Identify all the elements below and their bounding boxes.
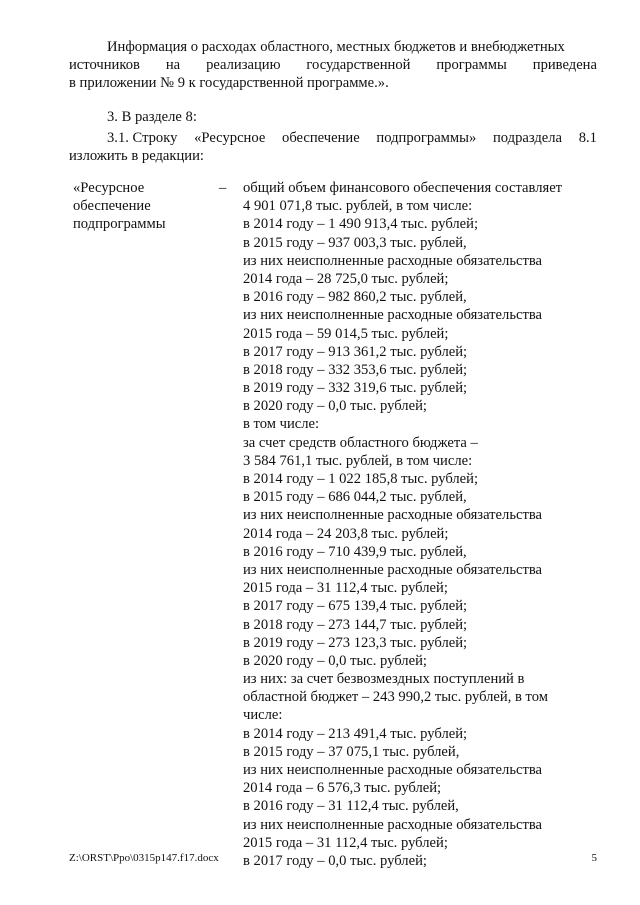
value-line: за счет средств областного бюджета – [243, 434, 478, 451]
resource-row-value [243, 179, 593, 870]
value-line: в 2014 году – 1 022 185,8 тыс. рублей; [243, 471, 479, 487]
intro-word: реализацию [206, 57, 281, 74]
item-3-heading: 3. В разделе 8: [107, 109, 197, 125]
value-line: из них неисполненные расходные обязательства [243, 307, 542, 324]
value-line: 2014 года – 28 725,0 тыс. рублей; [243, 270, 449, 287]
intro-word: приведена [532, 57, 597, 74]
value-line: 2015 года – 59 014,5 тыс. рублей; [243, 325, 449, 342]
file-path: Z:\ORST\Ppo\0315p147.f17.docx [69, 852, 219, 864]
item-3-1-line-1 [69, 129, 597, 147]
resource-row-label [73, 179, 223, 234]
value-line: из них неисполненные расходные обязательства [243, 252, 542, 269]
item-word: 3.1. Строку [107, 130, 178, 147]
item-word: подпрограммы» [376, 130, 477, 147]
item-word: 8.1 [578, 130, 597, 147]
value-line: в 2016 году – 710 439,9 тыс. рублей, [243, 543, 467, 560]
value-line: в 2019 году – 273 123,3 тыс. рублей; [243, 634, 468, 651]
value-line: общий объем финансового обеспечения составляет [243, 180, 563, 196]
section-8-amendments [69, 108, 597, 166]
value-line: 2015 года – 31 112,4 тыс. рублей; [243, 834, 448, 851]
item-3-1-line-2: изложить в редакции: [69, 148, 204, 165]
value-line: из них неисполненные расходные обязательства [243, 816, 542, 833]
label-line: подпрограммы [73, 216, 166, 233]
value-line: в 2018 году – 273 144,7 тыс. рублей; [243, 616, 468, 633]
item-word: «Ресурсное [194, 130, 266, 147]
intro-word: на [165, 57, 181, 74]
value-line: в 2016 году – 31 112,4 тыс. рублей, [243, 798, 459, 815]
label-line: обеспечение [73, 198, 151, 215]
value-line: в 2017 году – 675 139,4 тыс. рублей; [243, 598, 468, 615]
value-line: из них неисполненные расходные обязательства [243, 507, 542, 524]
value-line: числе: [243, 707, 283, 724]
value-line: областной бюджет – 243 990,2 тыс. рублей, в том [243, 689, 548, 706]
value-line: в 2016 году – 982 860,2 тыс. рублей, [243, 289, 467, 306]
value-line: в 2020 году – 0,0 тыс. рублей; [243, 652, 427, 669]
value-line: 4 901 071,8 тыс. рублей, в том числе: [243, 198, 473, 215]
intro-word: государственной [306, 57, 411, 74]
value-line: из них неисполненные расходные обязательства [243, 762, 542, 778]
value-line: в 2020 году – 0,0 тыс. рублей; [243, 398, 427, 415]
value-line: в 2017 году – 0,0 тыс. рублей; [243, 852, 427, 869]
value-line: 2015 года – 31 112,4 тыс. рублей; [243, 580, 448, 597]
intro-word: источников [69, 57, 140, 74]
value-line: в 2018 году – 332 353,6 тыс. рублей; [243, 361, 468, 378]
value-line: в 2015 году – 937 003,3 тыс. рублей, [243, 234, 467, 251]
value-line: в 2015 году – 686 044,2 тыс. рублей, [243, 489, 467, 506]
intro-line-1: Информация о расходах областного, местных бюджетов и внебюджетных [107, 39, 565, 55]
value-line: в 2015 году – 37 075,1 тыс. рублей, [243, 743, 460, 760]
intro-paragraph [69, 38, 597, 93]
intro-word: программы [436, 57, 507, 74]
value-line: в 2019 году – 332 319,6 тыс. рублей; [243, 380, 468, 397]
item-word: подраздела [492, 130, 563, 147]
value-line: в 2017 году – 913 361,2 тыс. рублей; [243, 343, 468, 360]
value-line: 3 584 761,1 тыс. рублей, в том числе: [243, 452, 473, 469]
label-line: «Ресурсное [73, 180, 145, 196]
value-line: в том числе: [243, 416, 320, 433]
value-line: из них: за счет безвозмездных поступлений в [243, 671, 525, 688]
value-line: в 2014 году – 213 491,4 тыс. рублей; [243, 725, 468, 742]
intro-line-2 [69, 56, 597, 74]
page-number: 5 [591, 852, 597, 864]
intro-line-3: в приложении № 9 к государственной программе.». [69, 75, 389, 92]
value-line: из них неисполненные расходные обязательства [243, 561, 542, 578]
value-line: 2014 года – 6 576,3 тыс. рублей; [243, 780, 442, 797]
value-line: 2014 года – 24 203,8 тыс. рублей; [243, 525, 449, 542]
row-dash: – [219, 180, 227, 196]
value-line: в 2014 году – 1 490 913,4 тыс. рублей; [243, 216, 479, 233]
item-word: обеспечение [282, 130, 360, 147]
